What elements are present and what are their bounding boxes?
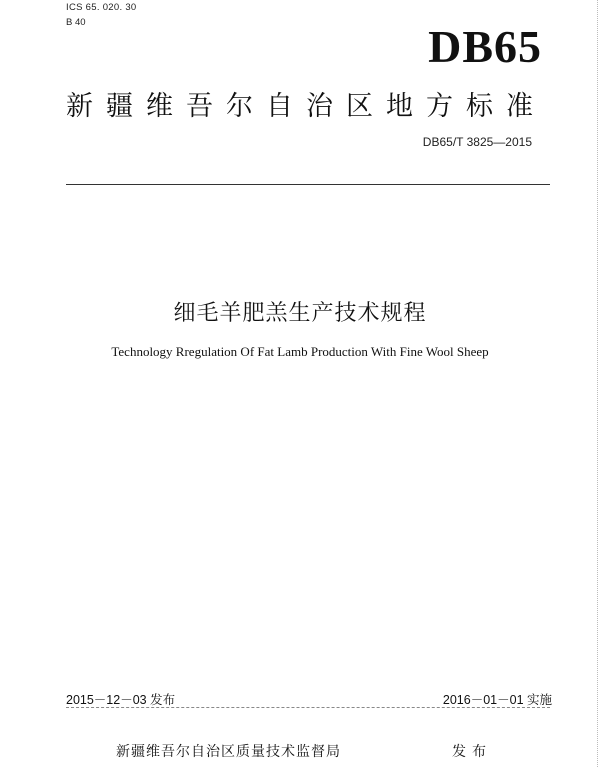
classification-code: B 40	[66, 17, 86, 28]
header-divider	[66, 184, 550, 185]
publish-label: 发布	[452, 743, 492, 759]
document-title-cn: 细毛羊肥羔生产技术规程	[173, 301, 427, 326]
issue-date: 2015－12－03 发布	[66, 693, 176, 707]
standard-logo: DB65	[428, 21, 542, 72]
ics-code: ICS 65. 020. 30	[66, 2, 137, 13]
standard-code: DB65/T 3825—2015	[422, 135, 532, 149]
footer-divider	[66, 707, 550, 708]
implementation-date: 2016－01－01 实施	[442, 693, 552, 707]
document-title-en: Technology Rregulation Of Fat Lamb Production With Fine Wool Sheep	[111, 344, 489, 359]
page-edge	[597, 0, 598, 767]
standard-title: 新疆维吾尔自治区地方标准	[66, 91, 546, 122]
publisher: 新疆维吾尔自治区质量技术监督局	[116, 743, 341, 759]
